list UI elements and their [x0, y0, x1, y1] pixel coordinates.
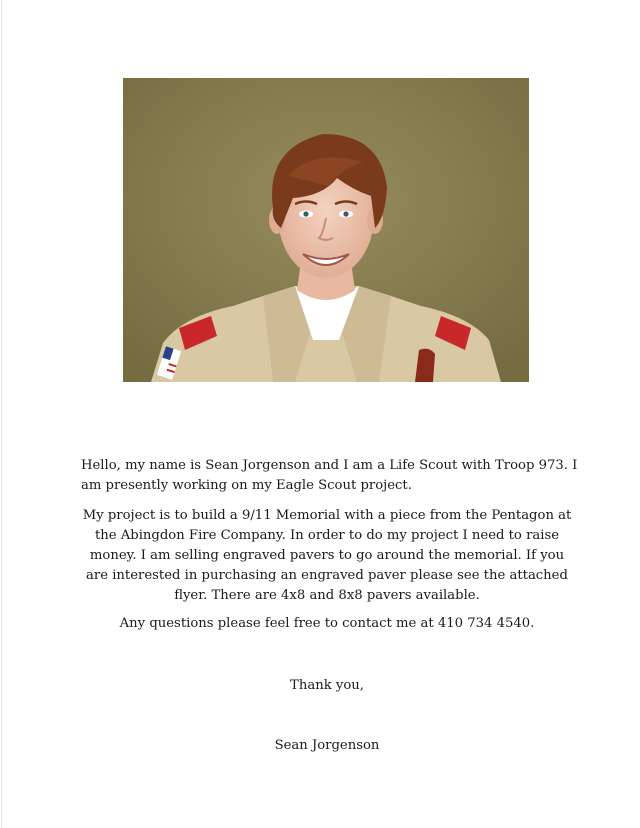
contact-line: Any questions please feel free to contact me at 410 734 4540.	[119, 616, 535, 631]
scout-portrait-photo	[123, 78, 529, 382]
signature-name: Sean Jorgenson	[274, 738, 380, 753]
portrait-illustration	[123, 78, 529, 382]
page-edge	[1, 0, 2, 828]
intro-paragraph: Hello, my name is Sean Jorgenson and I am a Life Scout with Troop 973. I am presently working on my Eagle Scout project.	[81, 458, 578, 493]
project-paragraph: My project is to build a 9/11 Memorial with a piece from the Pentagon at the Abingdon Fire Company. In order to do my project I need to raise money. I am selling engraved pavers to go around the memorial. If you are interested in purchasing an engraved paver please see the attached flyer. There are 4x8 and 8x8 pavers available.	[82, 508, 572, 603]
closing-line: Thank you,	[290, 678, 364, 693]
